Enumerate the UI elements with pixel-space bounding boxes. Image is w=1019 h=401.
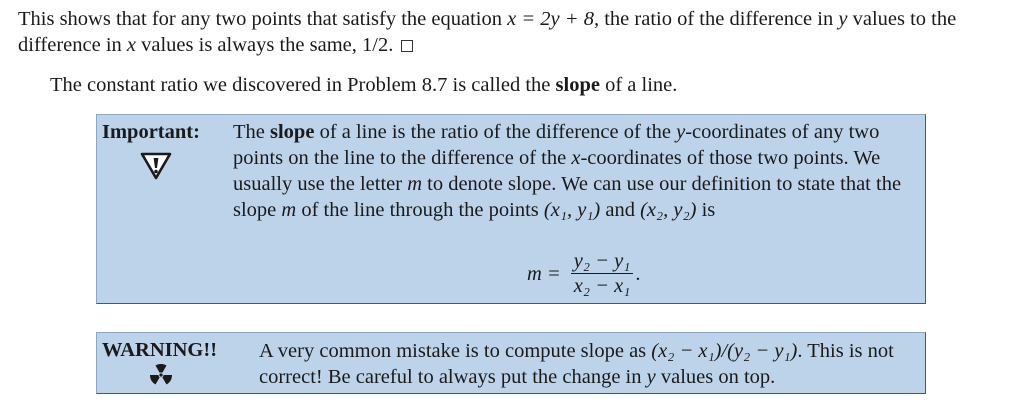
text: is [696, 199, 716, 221]
text: values to the difference in [18, 8, 957, 56]
warning-box [96, 332, 926, 394]
wrong-expression: (x₂ − x₁)/(y₂ − y₁) [651, 340, 798, 362]
text: The constant ratio we discovered in Problem 8.7 is called the [50, 74, 556, 96]
point-2: (x₂, y₂) [640, 199, 697, 221]
important-box [96, 114, 926, 304]
text: to denote slope. We can use our definition to state that the slope [233, 173, 902, 221]
text: A very common mistake is to compute slope as [259, 340, 652, 362]
paragraph-ratio [18, 6, 1008, 58]
text: This shows that for any two points that satisfy the equation [18, 8, 508, 30]
slope-formula [527, 249, 640, 298]
qed-square-icon [401, 40, 413, 52]
text: and [600, 199, 641, 221]
fraction-denominator: x₂ − x₁ [571, 273, 634, 298]
var-x: x [126, 34, 137, 56]
text: -coordinates of those two points. We usually use the letter [233, 147, 881, 195]
fraction-numerator: y₂ − y₁ [573, 250, 631, 272]
bold-term: slope [270, 121, 315, 143]
text: values on top. [655, 366, 776, 388]
text: values is always the same, 1/2. [136, 34, 394, 56]
important-text [233, 119, 923, 223]
formula-lhs: m = [527, 262, 561, 285]
var-y: y [838, 8, 848, 30]
text: of a line is the ratio of the difference of the [314, 121, 677, 143]
formula-period: . [635, 262, 641, 285]
var-m: m [407, 173, 423, 195]
text: of the line through the points [296, 199, 544, 221]
paragraph-slope-intro [50, 72, 1000, 98]
text: , the ratio of the difference in [593, 8, 839, 30]
var-m: m [281, 199, 297, 221]
var-y: y [646, 366, 656, 388]
text: The [233, 121, 270, 143]
text: -coordinates of any two points on the line to the difference of the [233, 121, 880, 169]
text: . This is not correct! Be careful to always put the change in [259, 340, 894, 388]
fraction [571, 249, 634, 298]
important-icon [139, 151, 173, 188]
var-y: y [676, 121, 686, 143]
warning-text [259, 338, 923, 390]
var-x: x [571, 147, 581, 169]
bold-term: slope [555, 74, 600, 96]
text: of a line. [599, 74, 678, 96]
point-1: (x₁, y₁) [543, 199, 601, 221]
radiation-icon [149, 364, 173, 393]
warning-label: WARNING!! [102, 339, 218, 361]
important-label: Important: [102, 121, 200, 143]
equation: x = 2y + 8 [507, 8, 594, 30]
